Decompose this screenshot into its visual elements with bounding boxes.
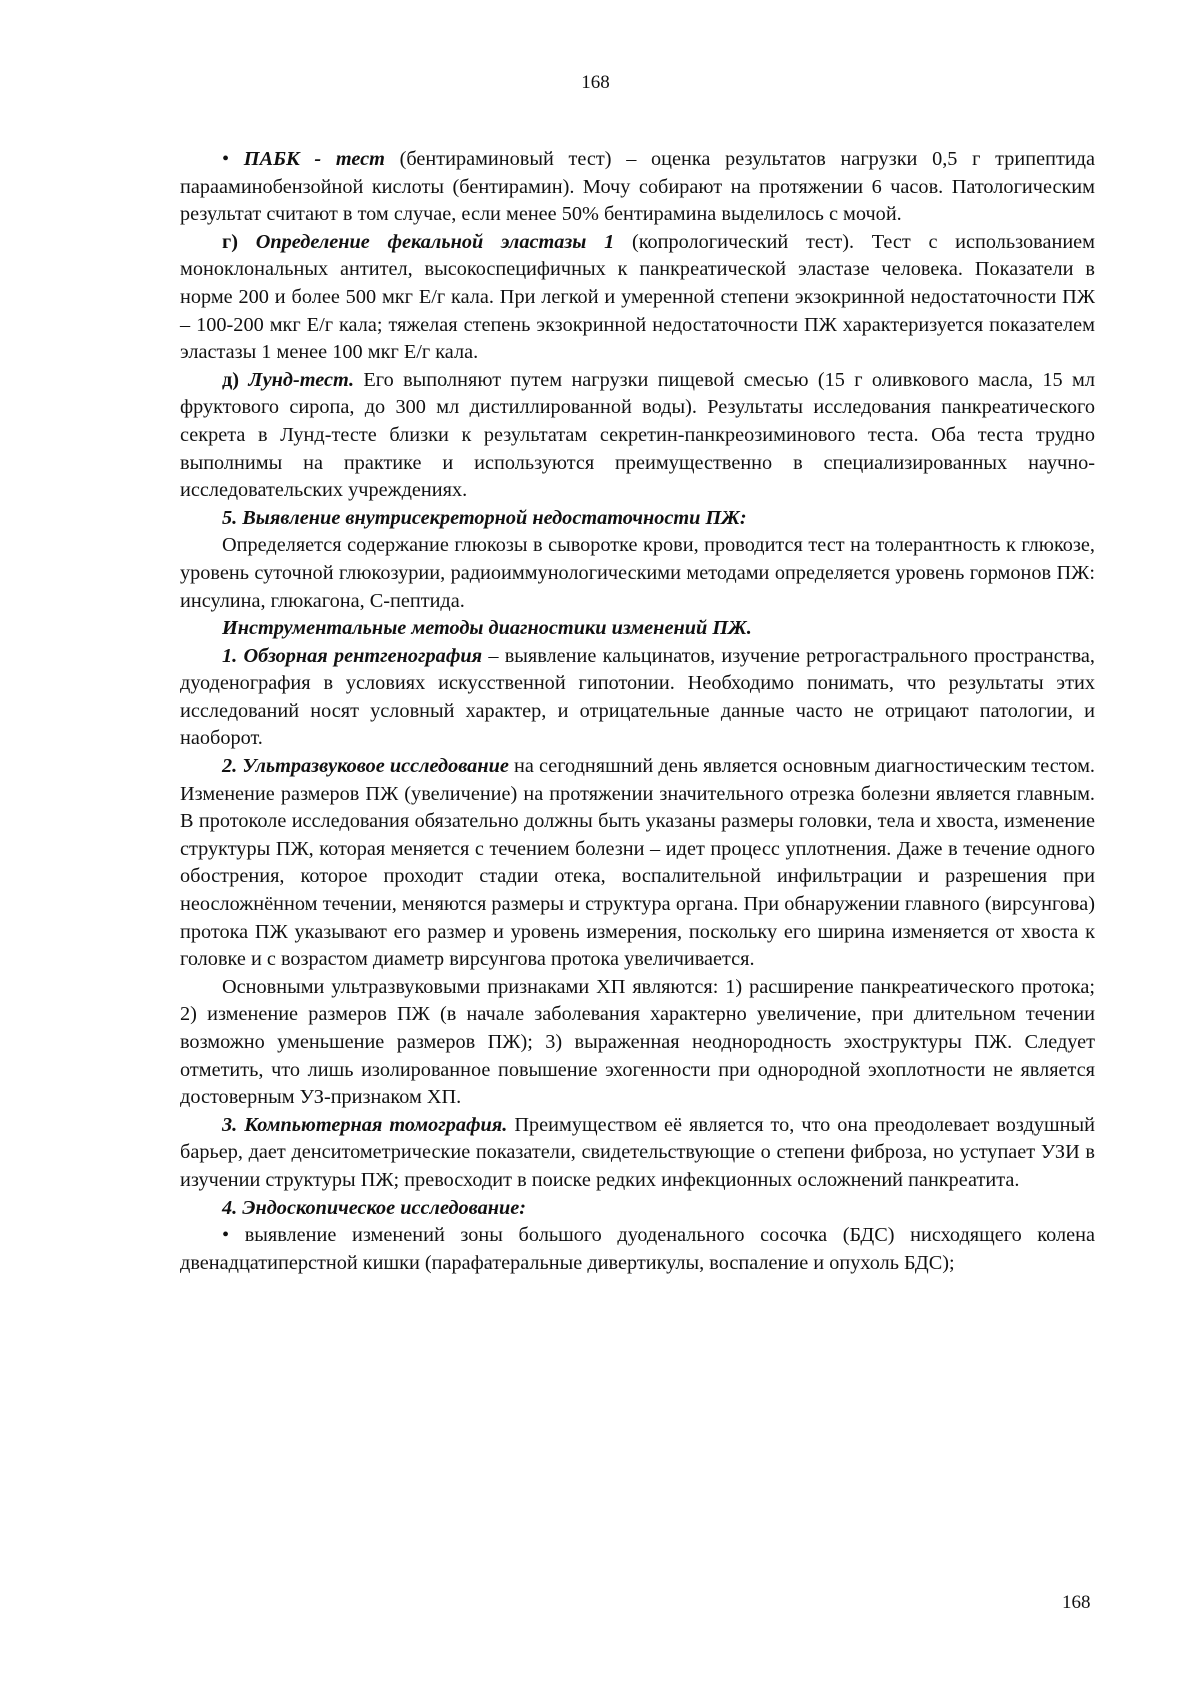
paragraph-text: (копрологический тест). Тест с использованием моноклональных антител, высокоспецифичных к панкреатической эластазе человека. Показатели в норме 200 и более 500 мкг Е/г кала. При легкой и умеренной степени экзокринной недостаточности ПЖ – 100-200 мкг Е/г кала; тяжелая степень экзокринной недостаточности ПЖ характеризуется показателем эластазы 1 менее 100 мкг Е/г кала. (180, 230, 1096, 364)
term-ultrasound: 2. Ультразвуковое исследование (222, 755, 509, 778)
list-marker: г) (222, 230, 238, 253)
heading-endocrine-insufficiency: 5. Выявление внутрисекреторной недостаточности ПЖ: (222, 506, 747, 529)
term-radiography: 1. Обзорная рентгенография (222, 644, 483, 667)
term-pabk-test: ПАБК - тест (243, 148, 385, 170)
paragraph-text: Преимуществом её является то, что она преодолевает воздушный барьер, дает денситометрические показатели, свидетельствующие о степени фиброза, но уступает УЗИ в изучении структуры ПЖ; превосходит в поиске редких инфекционных осложнений панкреатита. (180, 1113, 1095, 1191)
paragraph-radiography (180, 643, 1095, 753)
page-number-bottom: 168 (1062, 1592, 1091, 1613)
paragraph-text: (бентираминовый тест) – оценка результатов нагрузки 0,5 г трипептида парааминобензойной кислоты (бентирамин). Мочу собирают на протяжении 6 часов. Патологическим результат считают в том случае, если менее 50% бентирамина выделилось с мочой. (180, 148, 1095, 226)
paragraph-text: – выявление кальцинатов, изучение ретрогастрального пространства, дуоденография в условиях искусственной гипотонии. Необходимо понимать, что результаты этих исследований носят условный характер, и отрицательные данные часто не отрицают патологии, и наоборот. (180, 644, 1095, 750)
page-number-top: 168 (581, 72, 610, 93)
paragraph-pabk-test (180, 146, 1095, 229)
document-body (180, 146, 1095, 1277)
paragraph-glucose: Определяется содержание глюкозы в сыворотке крови, проводится тест на толерантность к глюкозе, уровень суточной глюкозурии, радиоиммунологическими методами определяется уровень гормонов ПЖ: инсулина, глюкагона, С-пептида. (180, 534, 1095, 612)
heading-instrumental-methods: Инструментальные методы диагностики изменений ПЖ. (222, 617, 752, 640)
paragraph-ct (180, 1112, 1095, 1195)
paragraph-ultrasound (180, 753, 1095, 974)
paragraph-text: Его выполняют путем нагрузки пищевой смесью (15 г оливкового масла, 15 мл фруктового сиропа, до 300 мл дистиллированной воды). Результаты исследования панкреатического секрета в Лунд-тесте близки к результатам секретин-панкреозиминового теста. Оба теста трудно выполнимы на практике и используются преимущественно в специализированных научно-исследовательских учреждениях. (180, 368, 1095, 502)
paragraph-ultrasound-signs: Основными ультразвуковыми признаками ХП являются: 1) расширение панкреатического протока; 2) изменение размеров ПЖ (в начале заболевания характерно увеличение, при длительном течении возможно уменьшение размеров ПЖ); 3) выраженная неоднородность эхоструктуры ПЖ. Следует отметить, что лишь изолированное повышение эхогенности при однородной эхоплотности не является достоверным УЗ-признаком ХП. (180, 975, 1095, 1109)
bullet: • (222, 148, 230, 170)
paragraph-text: на сегодняшний день является основным диагностическим тестом. Изменение размеров ПЖ (увеличение) на протяжении значительного отрезка болезни является главным. В протоколе исследования обязательно должны быть указаны размеры головки, тела и хвоста, изменение структуры ПЖ, которая меняется с течением болезни – идет процесс уплотнения. Даже в течение одного обострения, которое проходит стадии отека, воспалительной инфильтрации и разрешения при неосложнённом течении, меняются размеры и структура органа. При обнаружении главного (вирсунгова) протока ПЖ указывают его размер и уровень измерения, поскольку его ширина изменяется от хвоста к головке и с возрастом диаметр вирсунгова протока увеличивается. (180, 755, 1095, 971)
paragraph-bds: • выявление изменений зоны большого дуоденального сосочка (БДС) нисходящего колена двенадцатиперстной кишки (парафатеральные дивертикулы, воспаление и опухоль БДС); (180, 1224, 1095, 1274)
list-marker: д) (222, 368, 240, 391)
term-ct: 3. Компьютерная томография. (222, 1113, 508, 1136)
paragraph-fecal-elastase (180, 229, 1095, 367)
heading-endoscopy: 4. Эндоскопическое исследование: (222, 1196, 526, 1219)
term-fecal-elastase: Определение фекальной эластазы 1 (255, 230, 615, 253)
paragraph-lund-test (180, 367, 1095, 505)
term-lund-test: Лунд-тест. (248, 368, 355, 391)
